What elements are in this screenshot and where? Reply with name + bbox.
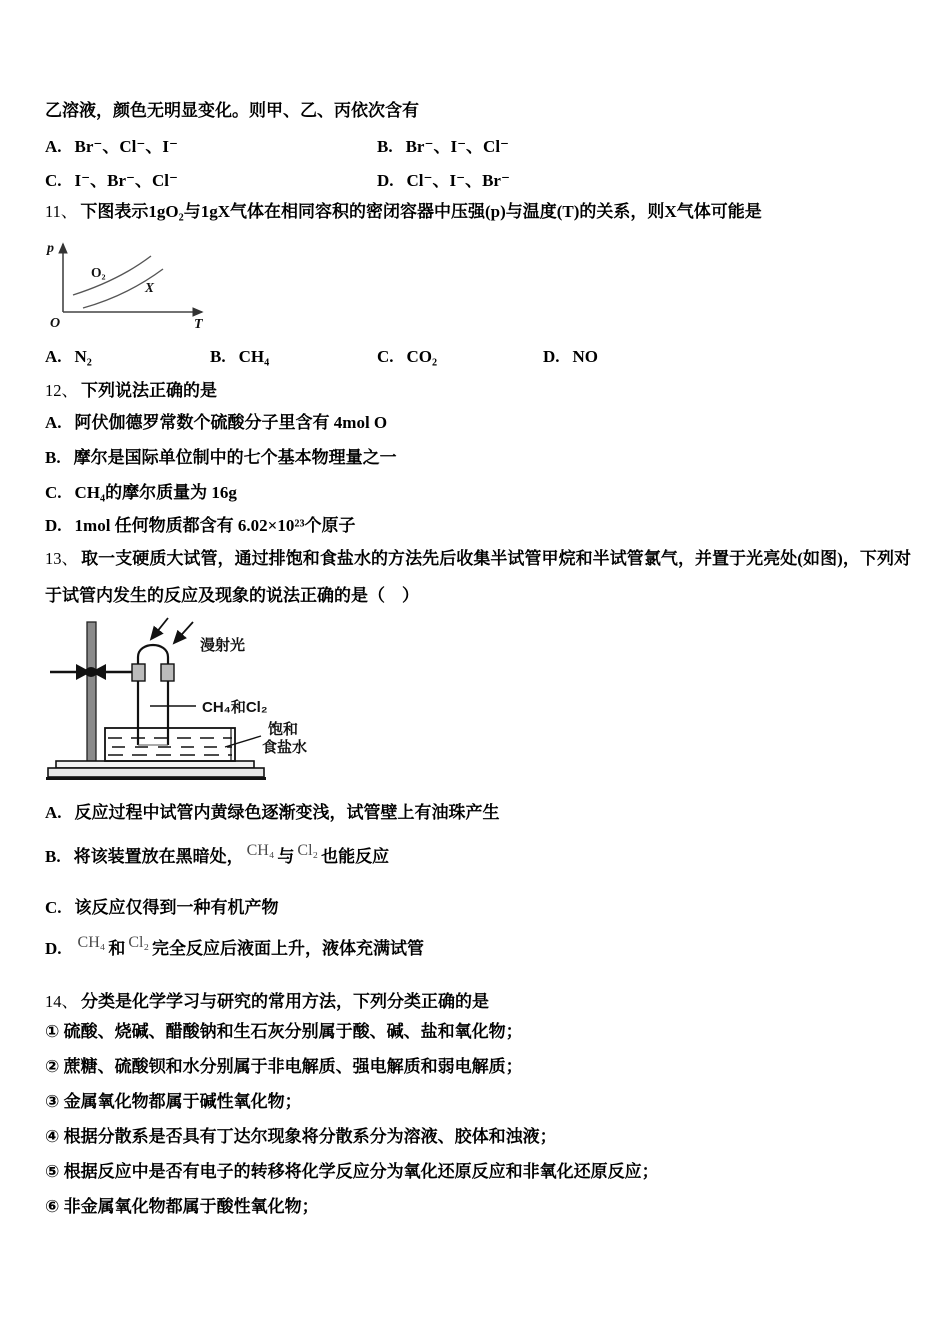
question-number: 13、 (45, 549, 79, 568)
option-letter: A. (45, 347, 62, 366)
methane-formula: CH₄ (246, 842, 275, 859)
q11-option-c (377, 347, 437, 367)
q12-stem (45, 381, 217, 401)
question-number: 11、 (45, 202, 78, 221)
question-text: 分类是化学学习与研究的常用方法，下列分类正确的是 (81, 992, 489, 1011)
brine-label-line1: 饱和 (268, 721, 299, 738)
option-letter: A. (45, 413, 62, 432)
q14-item-6 (45, 1197, 319, 1217)
q14-item-1 (45, 1022, 523, 1042)
option-text: CH₄ (238, 347, 270, 366)
question-text: 取一支硬质大试管，通过排饱和食盐水的方法先后收集半试管甲烷和半试管氯气，并置于光亮处(如图)，下列对于试管内发生的反应及现象的说法正确的是（ ） (45, 549, 911, 605)
option-letter: D. (45, 939, 62, 958)
option-text: Br⁻、Cl⁻、I⁻ (74, 137, 178, 156)
item-text: ④ 根据分散系是否具有丁达尔现象将分散系分为溶液、胶体和浊液； (45, 1127, 557, 1146)
curve-o2 (73, 256, 151, 295)
item-text: ② 蔗糖、硫酸钡和水分别属于非电解质、强电解质和弱电解质； (45, 1057, 523, 1076)
option-text: Br⁻、I⁻、Cl⁻ (405, 137, 510, 156)
item-text: ① 硫酸、烧碱、醋酸钠和生石灰分别属于酸、碱、盐和氧化物； (45, 1022, 523, 1041)
option-letter: C. (45, 898, 62, 917)
option-text: 反应过程中试管内黄绿色逐渐变浅，试管壁上有油珠产生 (74, 803, 500, 822)
q10-intro-text: 乙溶液，颜色无明显变化。则甲、乙、丙依次含有 (45, 101, 419, 120)
q13-option-b (45, 842, 390, 868)
light-arrow-2 (175, 622, 193, 642)
q14-item-3 (45, 1092, 302, 1112)
option-letter: A. (45, 137, 62, 156)
option-text: 完全反应后液面上升，液体充满试管 (152, 939, 425, 958)
option-letter: C. (45, 483, 62, 502)
option-letter: D. (543, 347, 560, 366)
q14-item-4 (45, 1127, 557, 1147)
q10-option-d (377, 171, 510, 191)
option-text: 将该装置放在黑暗处， (73, 847, 244, 866)
q10-option-b (377, 137, 509, 157)
question-text: 下列说法正确的是 (81, 381, 217, 400)
option-letter: B. (45, 448, 61, 467)
stand-pole (87, 622, 96, 765)
q11-stem (45, 202, 762, 222)
methane-formula: CH₄ (77, 934, 106, 951)
item-text: ⑥ 非金属氧化物都属于酸性氧化物； (45, 1197, 319, 1216)
item-text: ③ 金属氧化物都属于碱性氧化物； (45, 1092, 302, 1111)
q11-option-d (543, 347, 598, 367)
question-text: 下图表示1gO₂与1gX气体在相同容积的密闭容器中压强(p)与温度(T)的关系，则X气体可能是 (80, 202, 762, 221)
question-number: 14、 (45, 992, 78, 1011)
gas-mixture-label: CH₄和Cl₂ (202, 699, 268, 716)
pressure-temperature-graph (40, 234, 220, 338)
chlorine-formula: Cl₂ (297, 842, 319, 859)
option-text: CO₂ (406, 347, 438, 366)
option-text: NO (572, 347, 599, 366)
q14-item-5 (45, 1162, 659, 1182)
x-axis-label: T (194, 317, 203, 332)
option-letter: C. (377, 347, 394, 366)
item-text: ⑤ 根据反应中是否有电子的转移将化学反应分为氧化还原反应和非氧化还原反应； (45, 1162, 659, 1181)
stand-base-bottom (48, 768, 264, 777)
question-number: 12、 (45, 381, 78, 400)
option-letter: B. (45, 847, 61, 866)
q10-intro-line (45, 101, 419, 121)
curve-o2-label: O₂ (91, 265, 106, 280)
q12-option-a (45, 413, 387, 433)
brine-label-line2: 食盐水 (262, 739, 308, 756)
stand-base-top (56, 761, 254, 768)
clamp-grip-right (161, 664, 174, 681)
q10-option-a (45, 137, 178, 157)
option-text: Cl⁻、I⁻、Br⁻ (406, 171, 510, 190)
chlorine-formula: Cl₂ (128, 934, 150, 951)
test-tube (138, 645, 168, 745)
option-text: 1mol 任何物质都含有 6.02×10²³个原子 (74, 516, 356, 535)
option-text: CH₄的摩尔质量为 16g (74, 483, 237, 502)
option-letter: D. (45, 516, 62, 535)
q14-stem (45, 992, 489, 1012)
q13-stem (45, 540, 911, 614)
water-trough (105, 728, 235, 761)
option-text: 也能反应 (321, 847, 390, 866)
light-arrow-1 (152, 618, 168, 638)
q11-option-b (210, 347, 269, 367)
clamp-grip-left (132, 664, 145, 681)
option-text: 摩尔是国际单位制中的七个基本物理量之一 (73, 448, 397, 467)
option-text: 和 (108, 939, 126, 958)
q13-option-c (45, 898, 279, 918)
option-text: 该反应仅得到一种有机产物 (74, 898, 279, 917)
q12-option-c (45, 483, 237, 503)
q13-option-a (45, 803, 500, 823)
apparatus-diagram (40, 610, 352, 784)
q12-option-d (45, 516, 356, 536)
q14-item-2 (45, 1057, 523, 1077)
option-text: 与 (277, 847, 295, 866)
q13-option-d (45, 934, 425, 960)
option-letter: C. (45, 171, 62, 190)
option-letter: B. (210, 347, 226, 366)
option-letter: B. (377, 137, 393, 156)
option-text: 阿伏伽德罗常数个硫酸分子里含有 4mol O (74, 413, 388, 432)
option-text: N₂ (74, 347, 92, 366)
curve-x-label: X (145, 280, 155, 295)
clamp-knot-center (85, 667, 97, 677)
q10-option-c (45, 171, 178, 191)
y-axis-label: p (47, 241, 54, 256)
origin-label: O (50, 316, 61, 331)
q12-option-b (45, 448, 397, 468)
q11-option-a (45, 347, 92, 367)
option-text: I⁻、Br⁻、Cl⁻ (74, 171, 178, 190)
option-letter: D. (377, 171, 394, 190)
diffuse-light-label: 漫射光 (200, 637, 246, 654)
option-letter: A. (45, 803, 62, 822)
